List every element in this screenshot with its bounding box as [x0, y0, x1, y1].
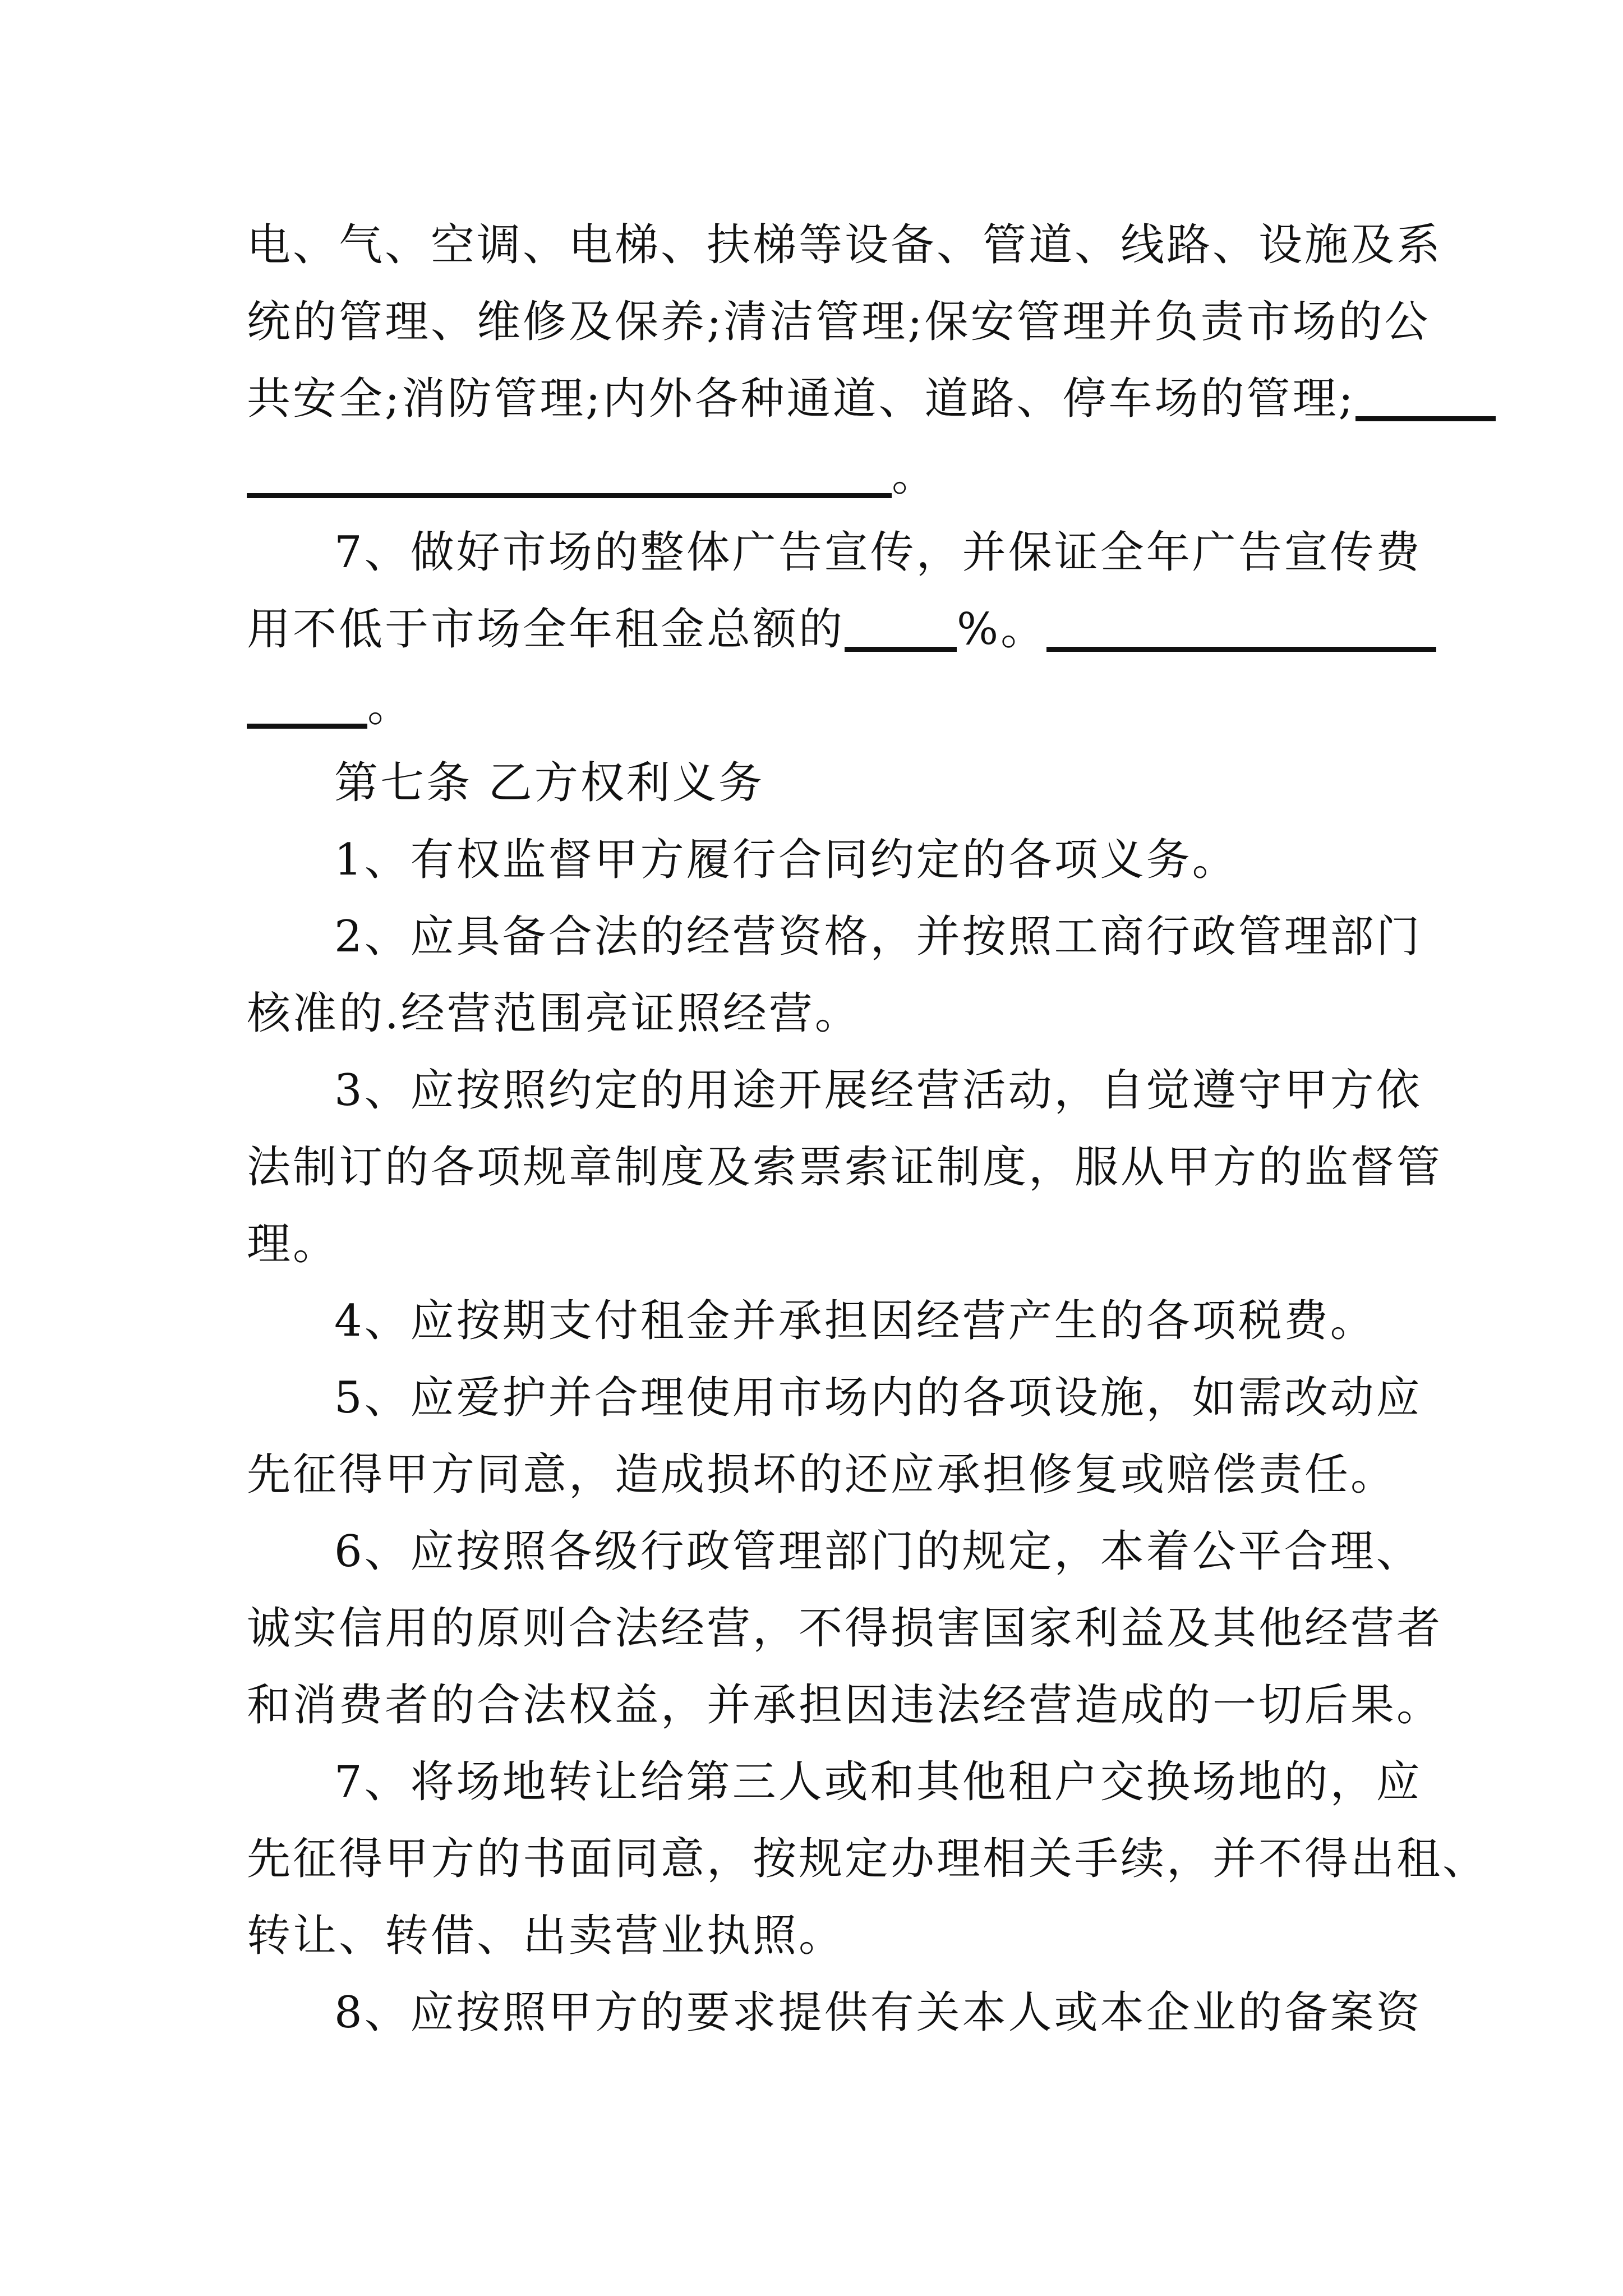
- paragraph-line: [247, 1823, 1488, 1895]
- line-text: 法制订的各项规章制度及索票索证制度，服从甲方的监督管: [247, 1142, 1443, 1193]
- paragraph-line: [334, 1054, 1422, 1127]
- line-text: 电、气、空调、电梯、扶梯等设备、管道、线路、设施及系: [247, 220, 1443, 270]
- paragraph-line: [334, 1515, 1422, 1588]
- paragraph-line: [247, 1131, 1442, 1204]
- line-text: 3、应按照约定的用途开展经营活动，自觉遵守甲方依: [334, 1065, 1422, 1116]
- line-text: 先征得甲方同意，造成损坏的还应承担修复或赔偿责任。: [247, 1450, 1397, 1500]
- line-text: 和消费者的合法权益，并承担因违法经营造成的一切后果。: [247, 1680, 1443, 1731]
- fill-in-blank: [1046, 647, 1436, 652]
- line-text: 8、应按照甲方的要求提供有关本人或本企业的备案资: [334, 1987, 1422, 2038]
- line-text: 理。: [247, 1219, 339, 1269]
- paragraph-line: [334, 1285, 1376, 1358]
- line-text: 先征得甲方的书面同意，按规定办理相关手续，并不得出租、: [247, 1834, 1489, 1884]
- paragraph-line: [334, 1361, 1422, 1434]
- paragraph-line: [247, 1899, 845, 1972]
- line-text: 统的管理、维修及保养;清洁管理;保安管理并负责市场的公: [247, 297, 1431, 347]
- line-text: 诚实信用的原则合法经营，不得损害国家利益及其他经营者: [247, 1603, 1443, 1654]
- line-text: %。: [957, 604, 1047, 655]
- paragraph-line: [247, 1438, 1396, 1511]
- paragraph-line: [247, 977, 861, 1050]
- paragraph-line: [247, 362, 1496, 435]
- paragraph-line: [247, 593, 1436, 666]
- line-text: 1、有权监督甲方履行合同约定的各项义务。: [334, 835, 1238, 885]
- paragraph-line: [334, 1976, 1422, 2049]
- fill-in-blank: [845, 647, 957, 652]
- paragraph-line: [247, 1669, 1442, 1742]
- line-text: 核准的.经营范围亮证照经营。: [247, 988, 861, 1039]
- line-text: 7、做好市场的整体广告宣传，并保证全年广告宣传费: [334, 527, 1422, 578]
- line-text: 共安全;消防管理;内外各种通道、道路、停车场的管理;: [247, 374, 1355, 424]
- paragraph-line: [247, 439, 938, 512]
- fill-in-blank: [1355, 416, 1496, 421]
- paragraph-line: [247, 1208, 339, 1281]
- line-text: 用不低于市场全年租金总额的: [247, 604, 845, 655]
- line-text: 。: [367, 681, 414, 731]
- paragraph-line: [334, 1746, 1422, 1819]
- paragraph-line: [334, 900, 1422, 973]
- line-text: 6、应按照各级行政管理部门的规定，本着公平合理、: [334, 1526, 1422, 1577]
- line-text: 第七条 乙方权利义务: [334, 758, 764, 808]
- paragraph-line: [247, 286, 1431, 358]
- paragraph-line: [334, 516, 1422, 589]
- line-text: 7、将场地转让给第三人或和其他租户交换场地的，应: [334, 1757, 1422, 1807]
- line-text: 转让、转借、出卖营业执照。: [247, 1911, 845, 1961]
- fill-in-blank: [247, 724, 367, 729]
- paragraph-line: [334, 823, 1238, 896]
- line-text: 5、应爱护并合理使用市场内的各项设施，如需改动应: [334, 1373, 1422, 1423]
- line-text: 2、应具备合法的经营资格，并按照工商行政管理部门: [334, 912, 1422, 962]
- paragraph-line: [247, 1592, 1442, 1665]
- paragraph-line: [247, 670, 413, 743]
- paragraph-line: [247, 209, 1442, 282]
- line-text: 4、应按期支付租金并承担因经营产生的各项税费。: [334, 1296, 1376, 1346]
- fill-in-blank: [247, 493, 892, 498]
- line-text: 。: [892, 450, 938, 501]
- section-heading: [334, 747, 764, 820]
